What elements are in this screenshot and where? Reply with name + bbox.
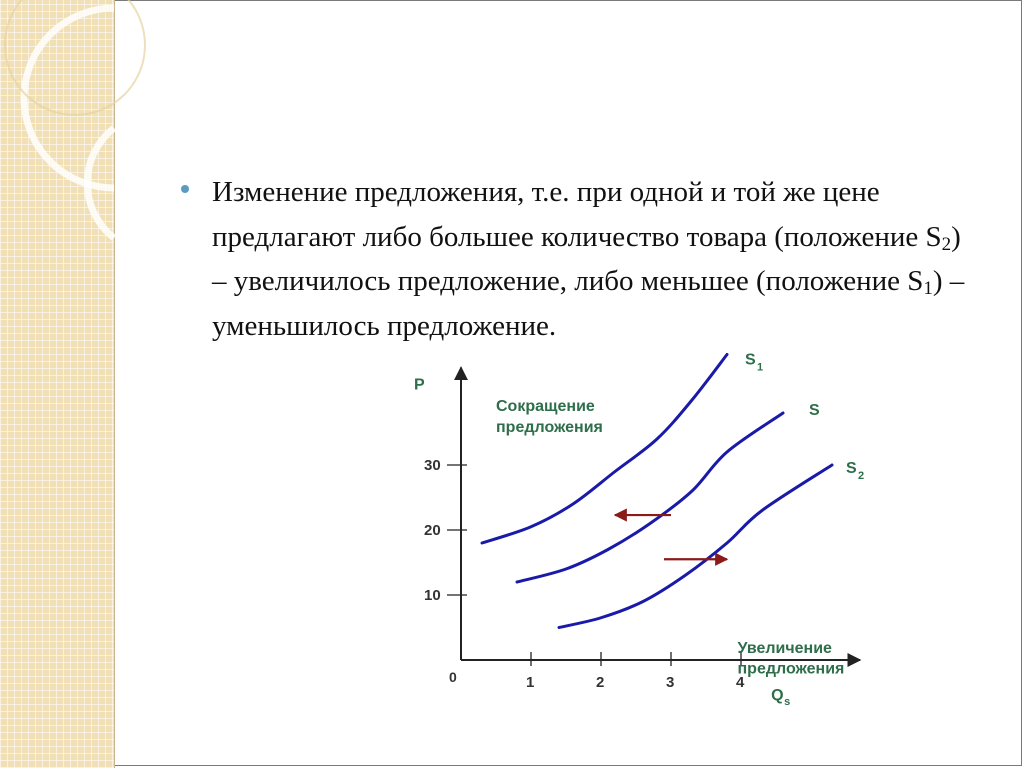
paragraph-part-1: Изменение предложения, т.е. при одной и той же цене предлагают либо большее количество товара (положение S — [212, 176, 942, 253]
curve-label-subscript: 2 — [858, 470, 865, 482]
annotation-decrease-line-1: Сокращение — [496, 398, 595, 416]
curve-label-s: S — [809, 402, 820, 419]
x-tick-label: 4 — [736, 674, 745, 691]
supply-shift-chart — [400, 350, 900, 708]
curve-label-s1: S — [745, 351, 756, 369]
decorative-rings — [0, 0, 114, 768]
bullet-dot — [181, 185, 189, 193]
x-axis-label-subscript: s — [784, 696, 791, 708]
curve-label-s2: S — [846, 460, 857, 477]
y-tick-label: 30 — [424, 457, 441, 474]
paragraph-part-2: ) – увеличилось предложение, либо меньшее (положение S — [212, 220, 961, 297]
annotation-increase-line-2: предложения — [737, 660, 845, 678]
main-paragraph — [212, 170, 972, 348]
x-tick-label: 1 — [526, 674, 535, 691]
subscript-1: 1 — [923, 278, 933, 299]
annotation-decrease-line-2: предложения — [496, 418, 603, 436]
supply-curve-s — [517, 413, 783, 582]
x-tick-label: 2 — [596, 674, 605, 691]
supply-curve-s1 — [482, 355, 727, 544]
y-tick-label: 20 — [424, 522, 441, 539]
x-tick-label: 3 — [666, 674, 675, 691]
annotation-increase-line-1: Увеличение — [737, 639, 832, 657]
x-axis-label: Q — [771, 687, 784, 704]
y-axis-label: P — [414, 376, 425, 394]
curve-label-subscript: 1 — [757, 361, 764, 374]
decorative-side-strip — [0, 0, 115, 768]
y-tick-label: 10 — [424, 587, 441, 604]
paragraph-part-3: ) – уменьшилось предложение. — [212, 265, 965, 342]
origin-label: 0 — [449, 669, 457, 685]
subscript-2: 2 — [941, 233, 952, 255]
